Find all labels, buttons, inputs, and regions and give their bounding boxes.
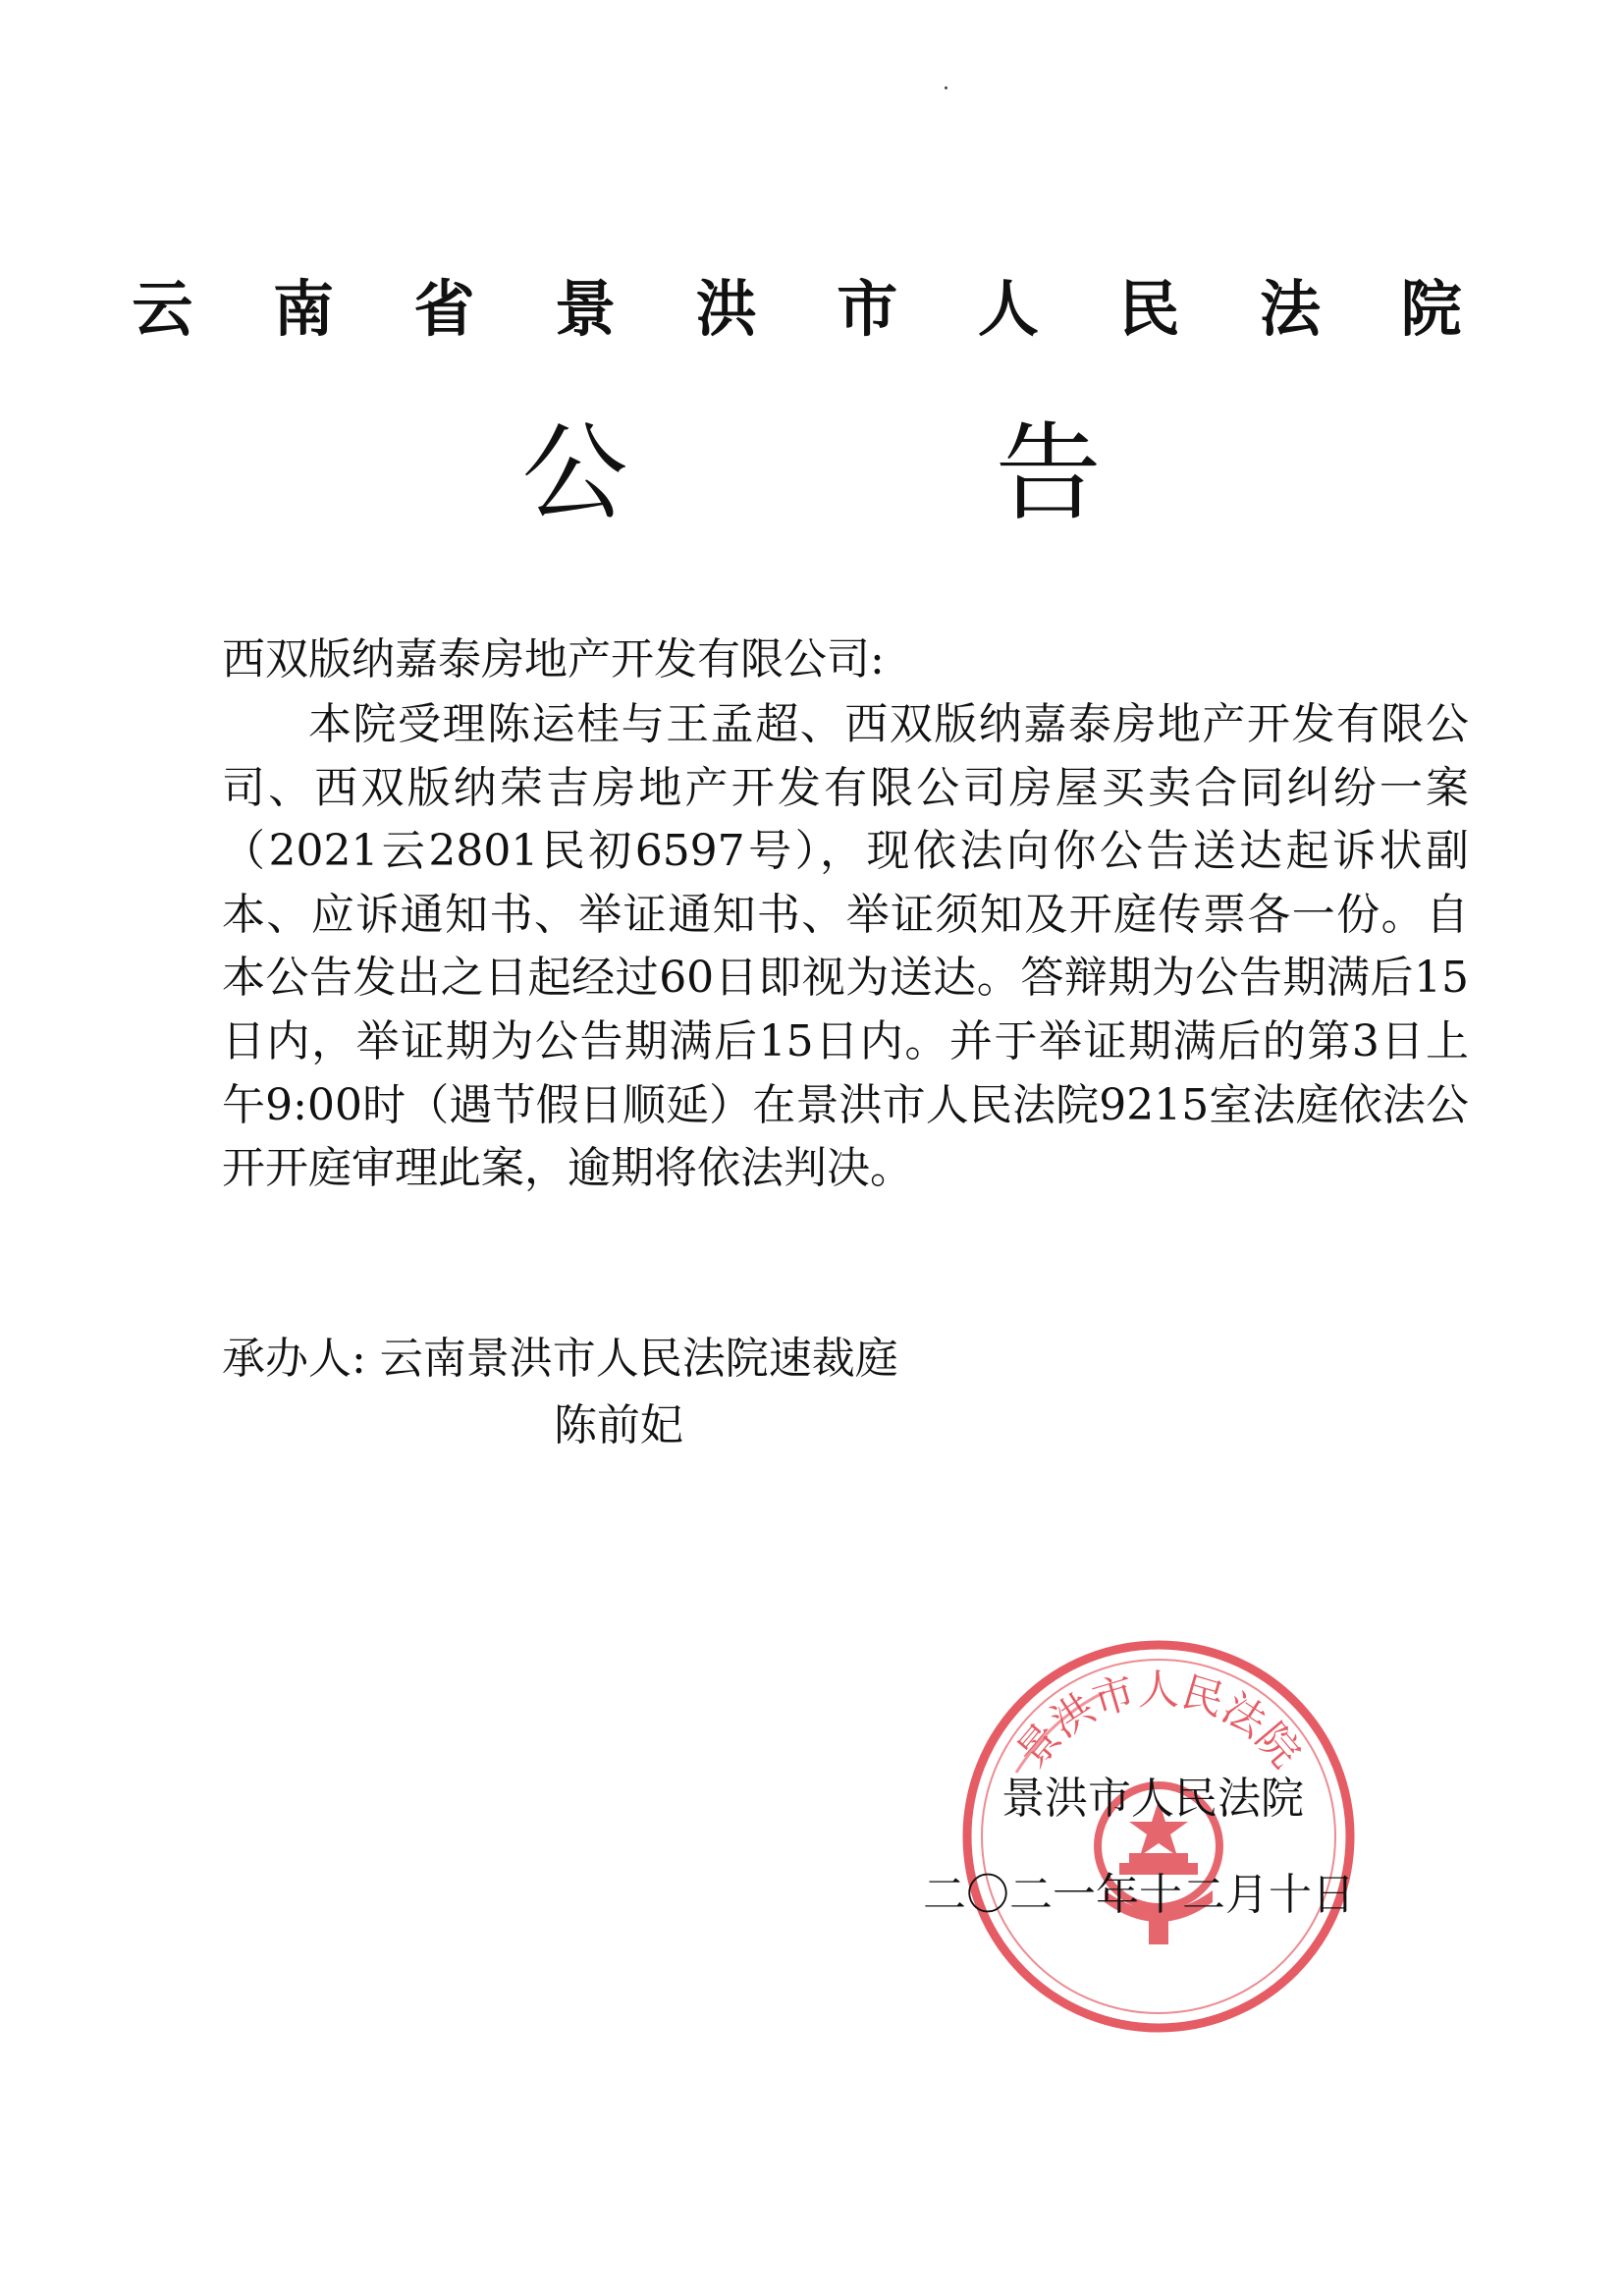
court-name-heading: 云 南 省 景 洪 市 人 民 法 院 (132, 273, 1491, 345)
addressee: 西双版纳嘉泰房地产开发有限公司: (222, 634, 885, 684)
handler-name: 陈前妃 (554, 1400, 683, 1450)
handler-line: 承办人: 云南景洪市人民法院速裁庭 (222, 1334, 898, 1384)
scan-dot (945, 86, 947, 89)
notice-body-paragraph: 本院受理陈运桂与王孟超、西双版纳嘉泰房地产开发有限公司、西双版纳荣吉房地产开发有限公司房屋买卖合同纠纷一案（2021云2801民初6597号），现依法向你公告送达起诉状副本、应诉通知书、举证通知书、举证须知及开庭传票各一份。自本公告发出之日起经过60日即视为送达。答辩期为公告期满后15日内，举证期为公告期满后15日内。并于举证期满后的第3日上午9:00时（遇节假日顺延）在景洪市人民法院9215室法庭依法公开开庭审理此案，逾期将依法判决。 (222, 699, 1469, 1194)
issuing-court: 景洪市人民法院 (1001, 1774, 1304, 1824)
court-seal-stamp (957, 1635, 1360, 2038)
notice-title: 公 告 (521, 412, 1269, 535)
seal-top-text: 景洪市人民法院 (1006, 1666, 1311, 1777)
issue-date: 二〇二一年十二月十日 (923, 1870, 1355, 1920)
